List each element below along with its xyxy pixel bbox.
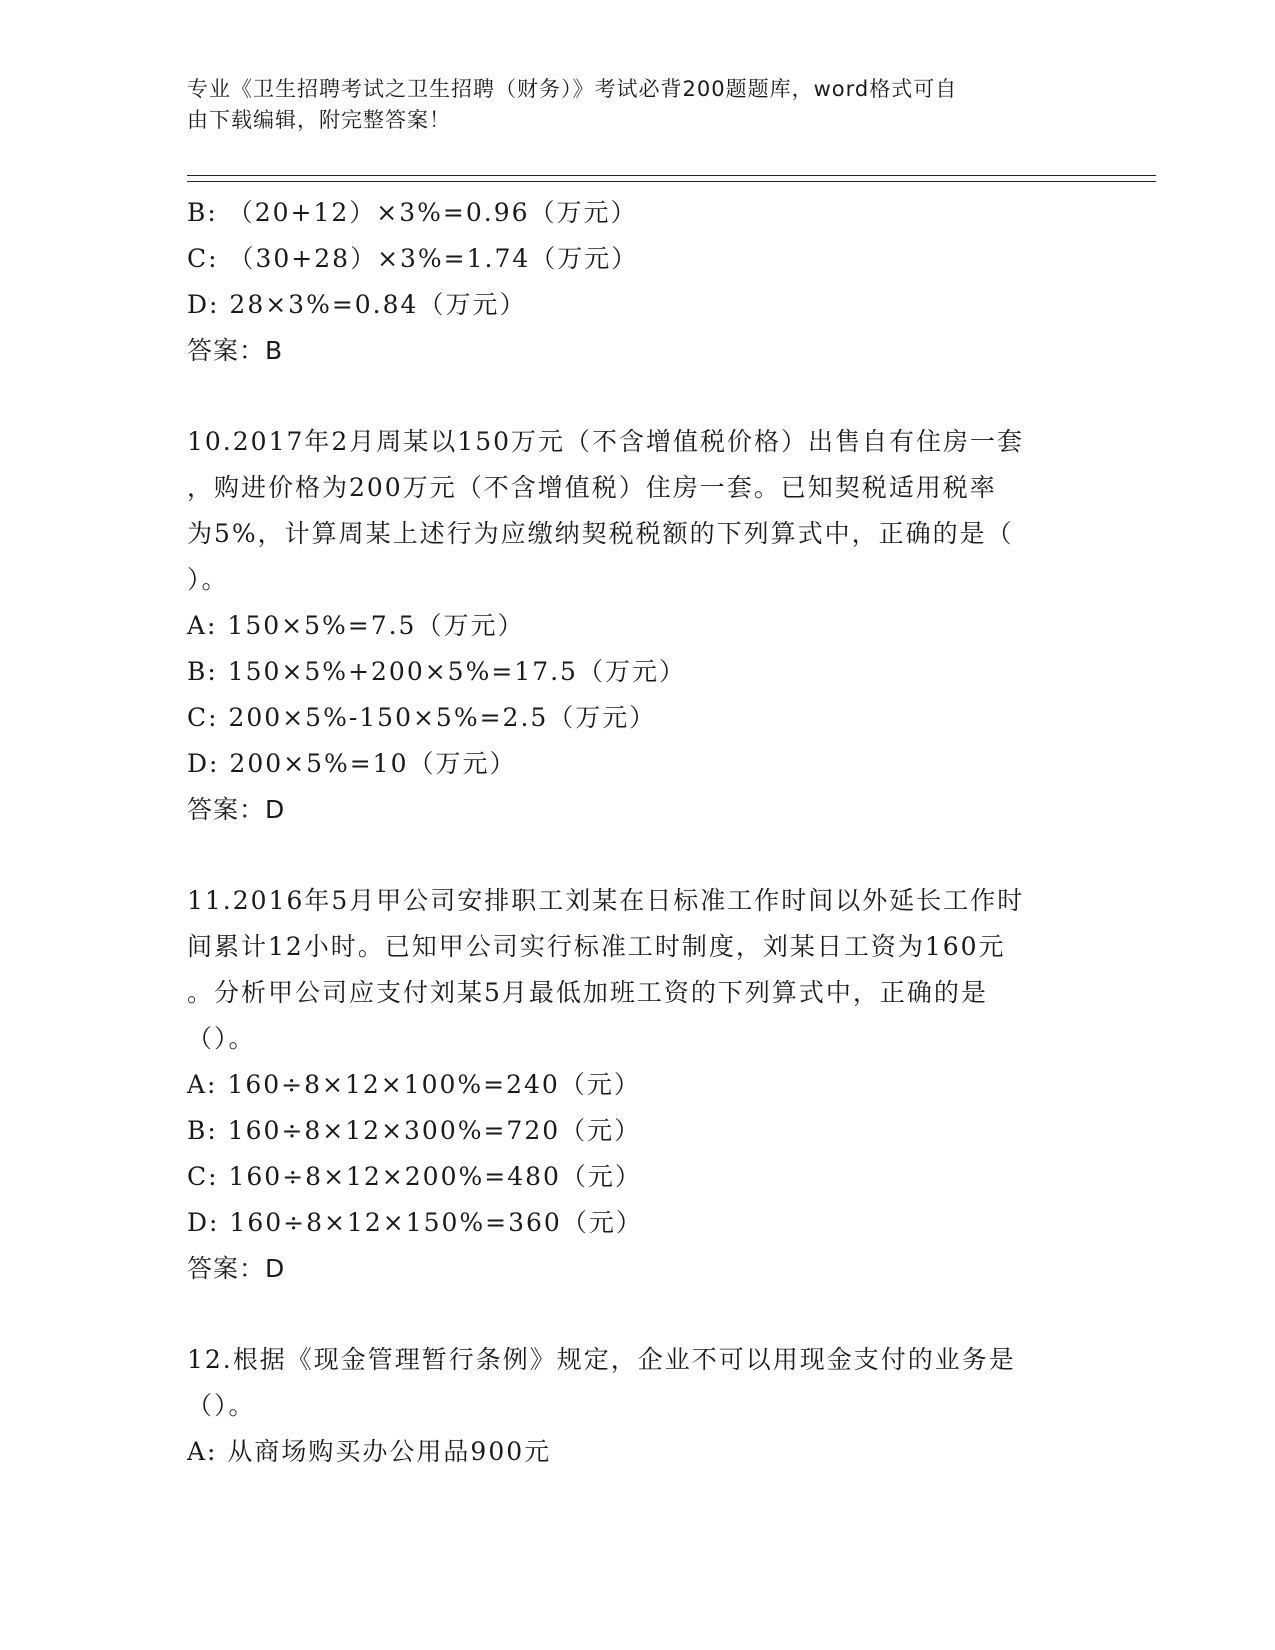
question-stem-line: 10.2017年2月周某以150万元（不含增值税价格）出售自有住房一套 — [187, 427, 1025, 456]
header-divider-top — [187, 175, 1156, 176]
header-divider-bottom — [187, 181, 1156, 182]
question-stem-line: 。分析甲公司应支付刘某5月最低加班工资的下列算式中，正确的是 — [187, 978, 988, 1007]
question-stem-line: ）。 — [187, 565, 229, 594]
option-c: C: 160÷8×12×200%=480（元） — [187, 1162, 642, 1191]
answer: 答案：B — [187, 336, 284, 365]
answer: 答案：D — [187, 795, 286, 824]
question-stem-line: 为5%，计算周某上述行为应缴纳契税税额的下列算式中，正确的是（ — [187, 519, 1014, 548]
option-c: C: 200×5%-150×5%=2.5（万元） — [187, 703, 657, 732]
question-stem-line: （）。 — [187, 1391, 256, 1420]
option-b: B: （20+12）×3%=0.96（万元） — [187, 198, 638, 227]
option-d: D: 160÷8×12×150%=360（元） — [187, 1208, 643, 1237]
spacer — [187, 1292, 1087, 1337]
question-list — [187, 190, 1087, 1475]
option-b: B: 150×5%+200×5%=17.5（万元） — [187, 657, 686, 686]
option-a: A: 150×5%=7.5（万元） — [187, 611, 525, 640]
question-9 — [187, 190, 1087, 374]
answer: 答案：D — [187, 1254, 286, 1283]
document-header — [187, 74, 1067, 136]
question-10 — [187, 419, 1087, 833]
option-d: D: 200×5%=10（万元） — [187, 749, 517, 778]
option-b: B: 160÷8×12×300%=720（元） — [187, 1116, 642, 1145]
question-12 — [187, 1337, 1087, 1475]
option-a: A: 160÷8×12×100%=240（元） — [187, 1070, 641, 1099]
question-stem-line: 间累计12小时。已知甲公司实行标准工时制度，刘某日工资为160元 — [187, 932, 1006, 961]
question-stem-line: 12.根据《现金管理暂行条例》规定，企业不可以用现金支付的业务是 — [187, 1345, 1016, 1374]
question-stem-line: 11.2016年5月甲公司安排职工刘某在日标准工作时间以外延长工作时 — [187, 886, 1025, 915]
question-stem-line: （）。 — [187, 1024, 256, 1053]
question-stem-line: ，购进价格为200万元（不含增值税）住房一套。已知契税适用税率 — [187, 473, 997, 502]
question-11 — [187, 878, 1087, 1292]
header-line-2: 由下载编辑，附完整答案！ — [187, 108, 451, 132]
spacer — [187, 374, 1087, 419]
option-d: D: 28×3%=0.84（万元） — [187, 290, 527, 319]
spacer — [187, 833, 1087, 878]
option-c: C: （30+28）×3%=1.74（万元） — [187, 244, 639, 273]
header-line-1: 专业《卫生招聘考试之卫生招聘（财务）》考试必背200题题库，word格式可自 — [187, 77, 958, 101]
option-a: A: 从商场购买办公用品900元 — [187, 1437, 552, 1466]
